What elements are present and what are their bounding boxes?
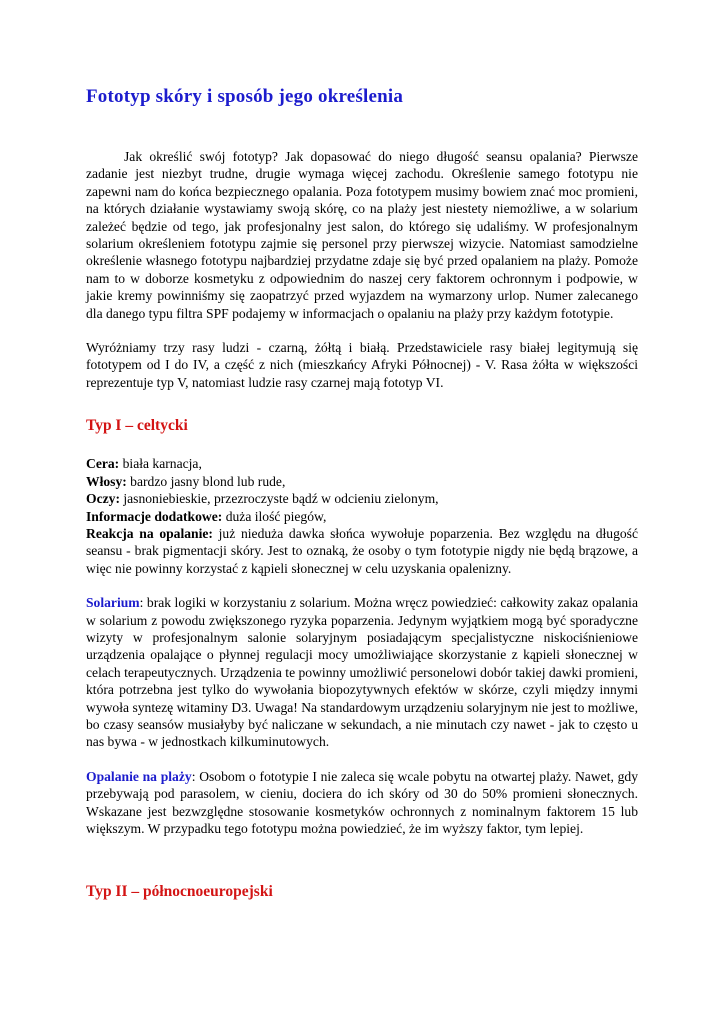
attribute-label: Cera: bbox=[86, 456, 120, 472]
attribute-line-cera bbox=[86, 455, 638, 472]
section-heading-typ-2: Typ II – północnoeuropejski bbox=[86, 883, 273, 901]
attribute-text: jasnoniebieskie, przezroczyste bądź w odcieniu zielonym, bbox=[119, 491, 439, 507]
attribute-text: biała karnacja, bbox=[119, 456, 202, 472]
attribute-text: bardzo jasny blond lub rude, bbox=[126, 473, 286, 489]
attribute-line-informacje bbox=[86, 508, 638, 525]
attribute-line-reakcja bbox=[86, 525, 638, 577]
solarium-label: Solarium bbox=[86, 595, 140, 611]
intro-paragraph-2: Wyróżniamy trzy rasy ludzi - czarną, żółtą i białą. Przedstawiciele rasy białej legitymują się fototypem od I do IV, a część z nich (mieszkańcy Afryki Północnej) - V. Rasa żółta w większości reprezentuje typ V, natomiast ludzie rasy czarnej mają fototyp VI. bbox=[86, 340, 638, 390]
document-title: Fototyp skóry i sposób jego określenia bbox=[86, 86, 404, 107]
beach-text: : Osobom o fototypie I nie zaleca się wcale pobytu na otwartej plaży. Nawet, gdy przebywają pod parasolem, w cieniu, dociera do ich skóry od 30 do 50% promieni słonecznych. Wskazane jest bezwzględne stosowanie kosmetyków ochronnych z nominalnym faktorem 15 lub większym. W przypadku tego fototypu można powiedzieć, że im wyższy faktor, tym lepiej. bbox=[86, 768, 638, 836]
attribute-line-wlosy bbox=[86, 473, 638, 490]
intro-paragraph-1: Jak określić swój fototyp? Jak dopasować do niego długość seansu opalania? Pierwsze zadanie jest niezbyt trudne, drugie wymaga więcej zachodu. Określenie samego fototypu nie zapewni nam do końca bezpiecznego opalania. Poza fototypem musimy bowiem znać moc promieni, na których działanie wystawiamy swoją skórę, co na plaży jest niestety niemożliwe, a w solarium zależeć będzie od tego, jak profesjonalny jest salon, do którego się udaliśmy. W profesjonalnym solarium określeniem fototypu zajmie się personel przy pierwszej wizycie. Natomiast samodzielne określenie własnego fototypu najbardziej przydatne zdaje się być przed opalaniem na plaży. Pomoże nam to w doborze kosmetyku z odpowiednim do naszej cery faktorem ochronnym i podpowie, w jakie kremy powinniśmy się zaopatrzyć przed wyjazdem na wymarzony urlop. Numer zalecanego dla danego typu filtra SPF podajemy w informacjach o opalaniu na plaży przy każdym fototypie. bbox=[86, 149, 638, 321]
attribute-label: Oczy: bbox=[86, 491, 120, 507]
attribute-label: Reakcja na opalanie: bbox=[86, 525, 213, 541]
beach-paragraph bbox=[86, 768, 638, 838]
attribute-text: duża ilość piegów, bbox=[222, 508, 327, 524]
attribute-line-oczy bbox=[86, 490, 638, 507]
attribute-text: już nieduża dawka słońca wywołuje poparzenia. Bez względu na długość seansu - brak pigmentacji skóry. Jest to oznaką, że osoby o tym fototypie nigdy nie będą brązowe, a więc nie powinny korzystać z kąpieli słonecznej w celu uzyskania opalenizny. bbox=[86, 525, 638, 576]
attribute-label: Włosy: bbox=[86, 473, 127, 489]
solarium-paragraph bbox=[86, 594, 638, 751]
section-heading-typ-1: Typ I – celtycki bbox=[86, 417, 188, 435]
solarium-text: : brak logiki w korzystaniu z solarium. Można wręcz powiedzieć: całkowity zakaz opalania w solarium z powodu zwiększonego ryzyka poparzenia. Jedynym wyjątkiem mogą być sporadyczne wizyty w profesjonalnym salonie solaryjnym posiadającym specjalistyczne niskociśnieniowe urządzenia opalające o płynnej regulacji mocy umożliwiające skorzystanie z kąpieli słonecznej w celach terapeutycznych. Urządzenia te powinny umożliwić personelowi dobór takiej dawki promieni, która potrzebna jest tylko do wywołania biopozytywnych efektów w skórze, czyli między innymi wywoła syntezę witaminy D3. Uwaga! Na standardowym urządzeniu solaryjnym nie jest to możliwe, bo czasy seansów musiałyby być naliczane w sekundach, a nie minutach czy nawet - jak to często u nas bywa - w jednostkach kilkuminutowych. bbox=[86, 595, 638, 750]
beach-label: Opalanie na plaży bbox=[86, 768, 192, 784]
attribute-label: Informacje dodatkowe: bbox=[86, 508, 223, 524]
